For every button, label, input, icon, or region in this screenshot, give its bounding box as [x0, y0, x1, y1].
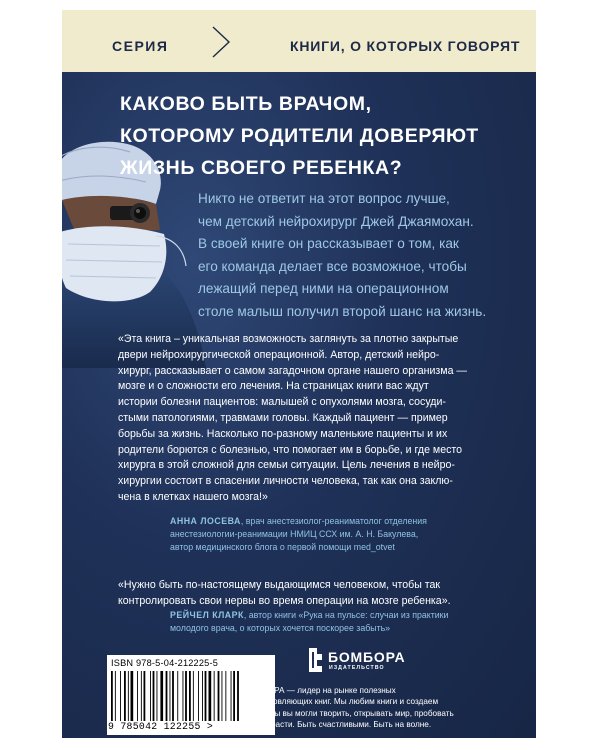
- intro-line: Никто не ответит на этот вопрос лучше,: [198, 191, 450, 206]
- publisher-line: их, чтобы вы могли творить, открывать мир, пробовать: [244, 708, 454, 718]
- intro-line: столе малыш получил второй шанс на жизнь.: [198, 303, 487, 319]
- review-quote-clark: [118, 578, 451, 610]
- quote-line: мозге и о сложности его лечения. На страницах книги вас ждут: [118, 380, 429, 393]
- author-credit: автор медицинского блога о первой помощи med_otvet: [170, 541, 395, 552]
- barcode-stripe: [153, 671, 155, 721]
- author-name: АННА ЛОСЕВА: [170, 516, 241, 526]
- publisher-line: БОМБОРА — лидер на рынке полезных: [244, 686, 396, 695]
- publisher-logo-name: БОМБОРА: [328, 649, 406, 665]
- barcode-stripe: [214, 671, 215, 721]
- headline-line: КАКОВО БЫТЬ ВРАЧОМ,: [120, 93, 372, 115]
- quote-line: хирург, рассказывает о самом загадочном органе нашего организма —: [118, 364, 467, 377]
- author-credit: анестезиологии-реанимации НМИЦ ССХ им. А. Н. Бакулева,: [170, 528, 419, 539]
- barcode-stripe: [170, 671, 171, 721]
- barcode-stripe: [185, 671, 187, 721]
- review-author-losseva: [170, 515, 427, 553]
- series-title: КНИГИ, О КОТОРЫХ ГОВОРЯТ: [290, 38, 521, 54]
- quote-line: «Эта книга – уникальная возможность заглянуть за плотно закрытые: [118, 333, 459, 345]
- publisher-line: новое, расти. Быть счастливыми. Быть на волне.: [244, 720, 432, 730]
- headline-line: КОТОРОМУ РОДИТЕЛИ ДОВЕРЯЮТ: [120, 125, 479, 147]
- barcode-stripe: [120, 671, 121, 721]
- barcode-stripe: [160, 671, 163, 721]
- publisher-logo-sub: ИЗДАТЕЛЬСТВО: [329, 665, 385, 671]
- barcode-stripe: [124, 671, 126, 721]
- barcode-stripe: [172, 671, 174, 721]
- intro-line: В своей книге он рассказывает о том, как: [198, 236, 459, 252]
- ean-digits: 9 785042 122255 >: [108, 721, 214, 732]
- quote-line: борьбы за жизнь. Насколько по-разному маленькие пациенты и их: [118, 427, 448, 440]
- intro-line: чем детский нейрохирург Джей Джаямохан.: [198, 213, 474, 229]
- series-label: СЕРИЯ: [112, 38, 169, 54]
- chevron-right-icon: [210, 25, 232, 59]
- barcode-stripe: [198, 671, 199, 721]
- barcode-stripe: [137, 671, 138, 721]
- headline: [120, 88, 530, 184]
- barcode-stripe: [115, 671, 116, 721]
- author-credit: , врач анестезиолог-реаниматолог отделения: [240, 516, 427, 526]
- barcode-stripe: [111, 671, 113, 721]
- barcode-stripe: [150, 671, 151, 721]
- barcode-stripe: [202, 671, 203, 721]
- barcode-stripe: [157, 671, 158, 721]
- barcode-stripe: [233, 671, 235, 721]
- barcode-stripe: [231, 671, 232, 721]
- intro-line: его команда делает все возможное, чтобы: [198, 258, 467, 274]
- series-banner: [62, 10, 536, 72]
- publisher-logo: [306, 646, 456, 676]
- barcode-stripe: [189, 671, 191, 721]
- publisher-description: [244, 685, 454, 731]
- quote-line: двери нейрохирургической операционной. Автор, детский нейро-: [118, 348, 440, 361]
- isbn-number: ISBN 978-5-04-212225-5: [111, 658, 219, 668]
- barcode-stripe: [144, 671, 146, 721]
- quote-line: хирургии состоит в спасении личности человека, так как она заклю-: [118, 475, 453, 488]
- barcode-stripe: [177, 671, 178, 721]
- review-quote-losseva: [118, 332, 467, 506]
- barcode-stripe: [183, 671, 184, 721]
- quote-line: чена в клетках нашего мозга!»: [118, 490, 268, 503]
- intro-line: лежащий перед ними на операционном: [198, 281, 449, 297]
- intro-paragraph: [198, 188, 532, 324]
- publisher-line: и вдохновляющих книг. Мы любим книги и создаем: [244, 697, 439, 707]
- author-credit: молодого врача, о которых хочется поскорее забыть»: [170, 622, 391, 633]
- quote-line: контролировать свои нервы во время операции на мозге ребенка».: [118, 594, 451, 607]
- quote-line: «Нужно быть по-настоящему выдающимся человеком, чтобы так: [118, 579, 441, 591]
- headline-line: ЖИЗНЬ СВОЕГО РЕБЕНКА?: [120, 157, 403, 179]
- barcode-stripe: [237, 671, 239, 721]
- quote-line: истории болезни пациентов: малышей с опухолями мозга, сосуди-: [118, 396, 446, 409]
- barcode-stripe: [193, 671, 194, 721]
- barcode-stripe: [141, 671, 142, 721]
- book-back-cover: [62, 10, 536, 738]
- barcode-stripe: [225, 671, 226, 721]
- barcode-stripe: [166, 671, 168, 721]
- publisher-logo-icon: [306, 646, 324, 674]
- barcode-stripe: [209, 671, 212, 721]
- quote-line: родители борются с болезнью, что помогает им в борьбе, и где место: [118, 443, 463, 456]
- barcode-stripe: [128, 671, 129, 721]
- barcode-stripe: [131, 671, 134, 721]
- barcode-stripe: [218, 671, 220, 721]
- quote-line: хирурга в этой сложной для семьи ситуации. Цель лечения в нейро-: [118, 459, 455, 472]
- barcode-stripe: [222, 671, 223, 721]
- quote-line: стыми патологиями, травмами головы. Каждый пациент — пример: [118, 411, 448, 424]
- author-credit: , автор книги «Рука на пульсе: случаи из практики: [243, 610, 449, 620]
- author-name: РЕЙЧЕЛ КЛАРК: [170, 610, 244, 620]
- barcode-stripe: [205, 671, 207, 721]
- review-author-clark: [170, 609, 448, 635]
